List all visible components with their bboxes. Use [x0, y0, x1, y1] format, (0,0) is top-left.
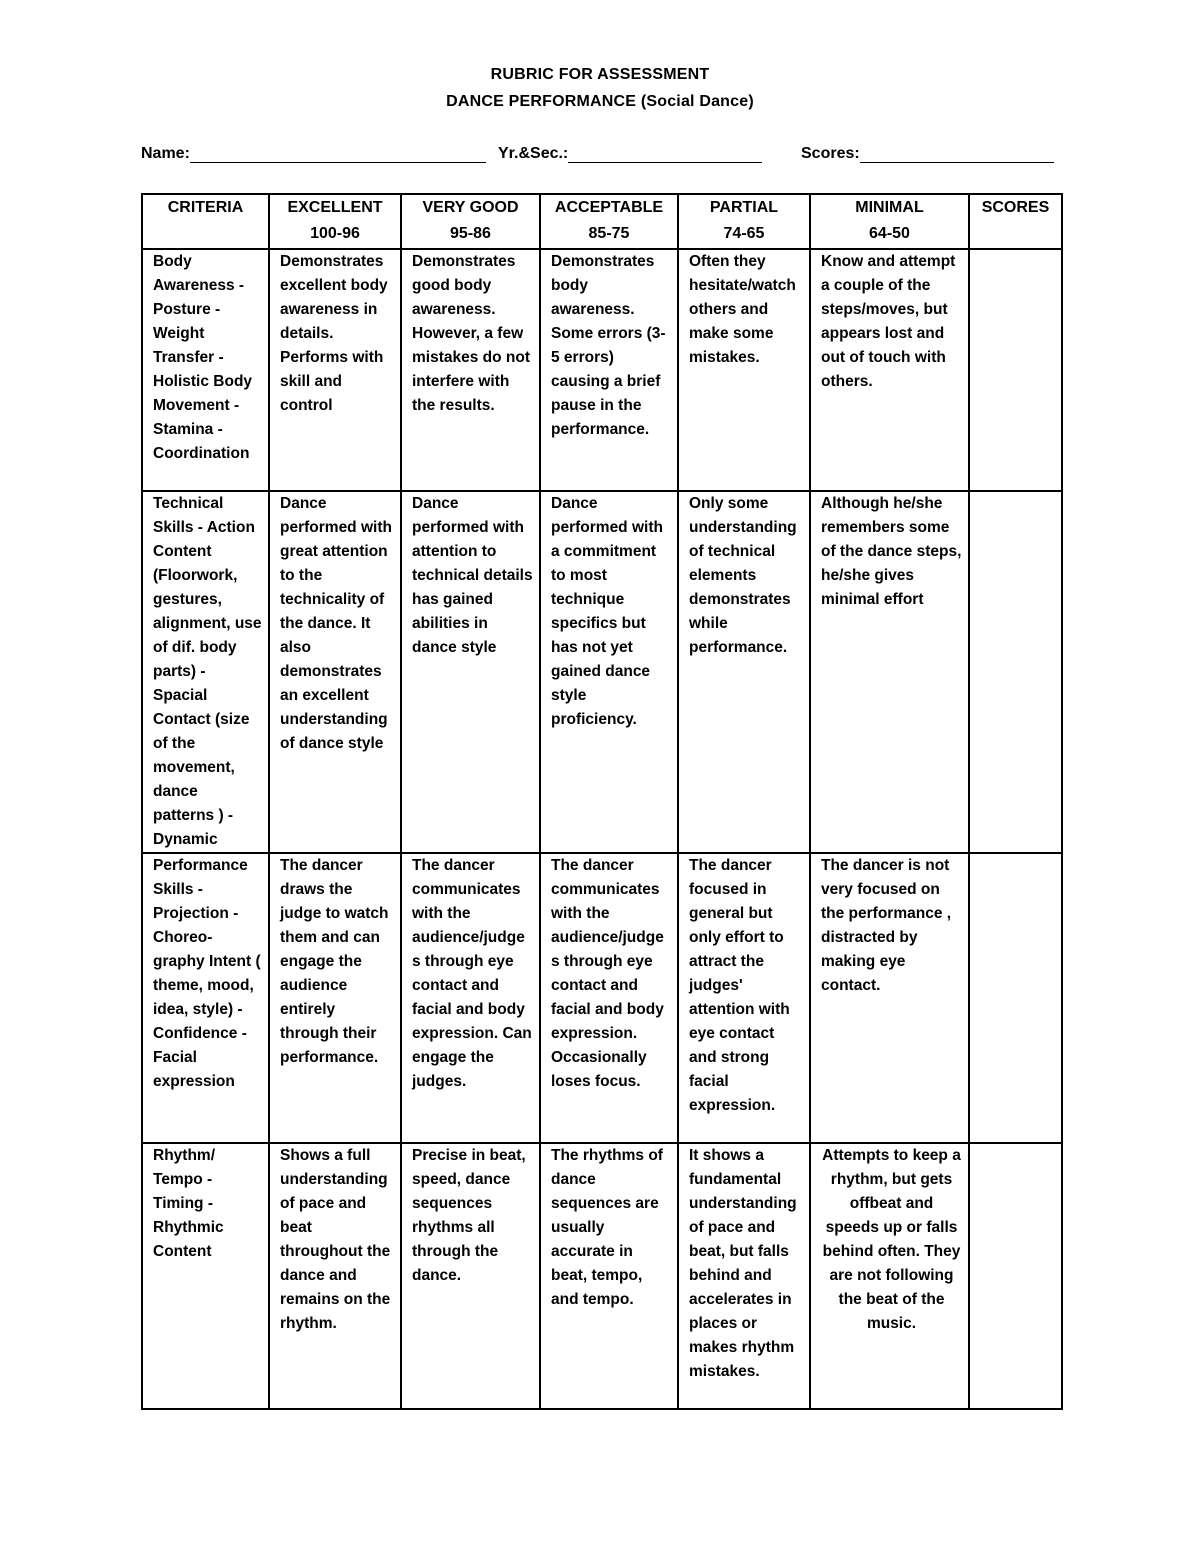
score-range: 85-75 — [588, 225, 630, 242]
scores-blank[interactable] — [860, 145, 1054, 163]
excellent-cell: The dancer draws the judge to watch them and can engage the audience entirely through their performance. — [269, 853, 401, 1143]
name-blank[interactable] — [190, 145, 486, 163]
minimal-cell: Know and attempt a couple of the steps/moves, but appears lost and out of touch with others. — [810, 249, 969, 491]
minimal-cell: Attempts to keep a rhythm, but gets offbeat and speeds up or falls behind often. They are not following the beat of the music. — [810, 1143, 969, 1409]
column-header: MINIMAL 64-50 — [810, 194, 969, 249]
column-header: ACCEPTABLE 85-75 — [540, 194, 678, 249]
criteria-cell: Rhythm/ Tempo - Timing - Rhythmic Content — [142, 1143, 269, 1409]
column-header: CRITERIA — [142, 194, 269, 249]
column-header: PARTIAL 74-65 — [678, 194, 810, 249]
score-range: 100-96 — [310, 225, 360, 242]
name-label: Name: — [141, 145, 190, 162]
table-row — [142, 491, 1062, 853]
very-good-cell: The dancer communicates with the audience/judges through eye contact and facial and body expression. Can engage the judges. — [401, 853, 540, 1143]
yrsec-blank[interactable] — [568, 145, 762, 163]
partial-cell: It shows a fundamental understanding of pace and beat, but falls behind and accelerates in places or makes rhythm mistakes. — [678, 1143, 810, 1409]
score-range: 64-50 — [869, 225, 910, 242]
column-header: SCORES — [969, 194, 1062, 249]
acceptable-cell: Demonstrates body awareness. Some errors (3-5 errors) causing a brief pause in the performance. — [540, 249, 678, 491]
name-field[interactable] — [141, 145, 486, 163]
criteria-cell: Body Awareness - Posture - Weight Transfer - Holistic Body Movement - Stamina - Coordination — [142, 249, 269, 491]
column-header: VERY GOOD 95-86 — [401, 194, 540, 249]
table-row — [142, 1143, 1062, 1409]
page-title: RUBRIC FOR ASSESSMENT — [490, 66, 710, 83]
yrsec-field[interactable] — [498, 145, 762, 163]
table-row — [142, 853, 1062, 1143]
scores-cell[interactable] — [969, 853, 1062, 1143]
scores-cell[interactable] — [969, 249, 1062, 491]
page-subtitle: DANCE PERFORMANCE (Social Dance) — [446, 93, 754, 110]
column-header: EXCELLENT 100-96 — [269, 194, 401, 249]
partial-cell: The dancer focused in general but only effort to attract the judges' attention with eye contact and strong facial expression. — [678, 853, 810, 1143]
acceptable-cell: The rhythms of dance sequences are usually accurate in beat, tempo, and tempo. — [540, 1143, 678, 1409]
score-range: 95-86 — [450, 225, 491, 242]
table-row — [142, 249, 1062, 491]
minimal-cell: The dancer is not very focused on the performance , distracted by making eye contact. — [810, 853, 969, 1143]
excellent-cell: Dance performed with great attention to the technicality of the dance. It also demonstrates an excellent understanding of dance style — [269, 491, 401, 853]
rubric-table — [141, 193, 1063, 1410]
scores-cell[interactable] — [969, 1143, 1062, 1409]
excellent-cell: Demonstrates excellent body awareness in details. Performs with skill and control — [269, 249, 401, 491]
excellent-cell: Shows a full understanding of pace and beat throughout the dance and remains on the rhythm. — [269, 1143, 401, 1409]
very-good-cell: Dance performed with attention to technical details has gained abilities in dance style — [401, 491, 540, 853]
header-row — [142, 194, 1062, 249]
partial-cell: Only some understanding of technical elements demonstrates while performance. — [678, 491, 810, 853]
criteria-cell: Performance Skills - Projection - Choreo-graphy Intent ( theme, mood, idea, style) - Confidence - Facial expression — [142, 853, 269, 1143]
student-info-fields — [141, 145, 1061, 167]
score-range: 74-65 — [723, 225, 765, 242]
criteria-cell: Technical Skills - Action Content (Floorwork, gestures, alignment, use of dif. body parts) - Spacial Contact (size of the movement, dance patterns ) - Dynamic — [142, 491, 269, 853]
scores-cell[interactable] — [969, 491, 1062, 853]
scores-field[interactable] — [801, 145, 1054, 163]
partial-cell: Often they hesitate/watch others and make some mistakes. — [678, 249, 810, 491]
acceptable-cell: Dance performed with a commitment to most technique specifics but has not yet gained dance style proficiency. — [540, 491, 678, 853]
minimal-cell: Although he/she remembers some of the dance steps, he/she gives minimal effort — [810, 491, 969, 853]
very-good-cell: Demonstrates good body awareness. However, a few mistakes do not interfere with the results. — [401, 249, 540, 491]
acceptable-cell: The dancer communicates with the audience/judges through eye contact and facial and body expression. Occasionally loses focus. — [540, 853, 678, 1143]
scores-label: Scores: — [801, 145, 860, 162]
yrsec-label: Yr.&Sec.: — [498, 145, 569, 162]
very-good-cell: Precise in beat, speed, dance sequences rhythms all through the dance. — [401, 1143, 540, 1409]
